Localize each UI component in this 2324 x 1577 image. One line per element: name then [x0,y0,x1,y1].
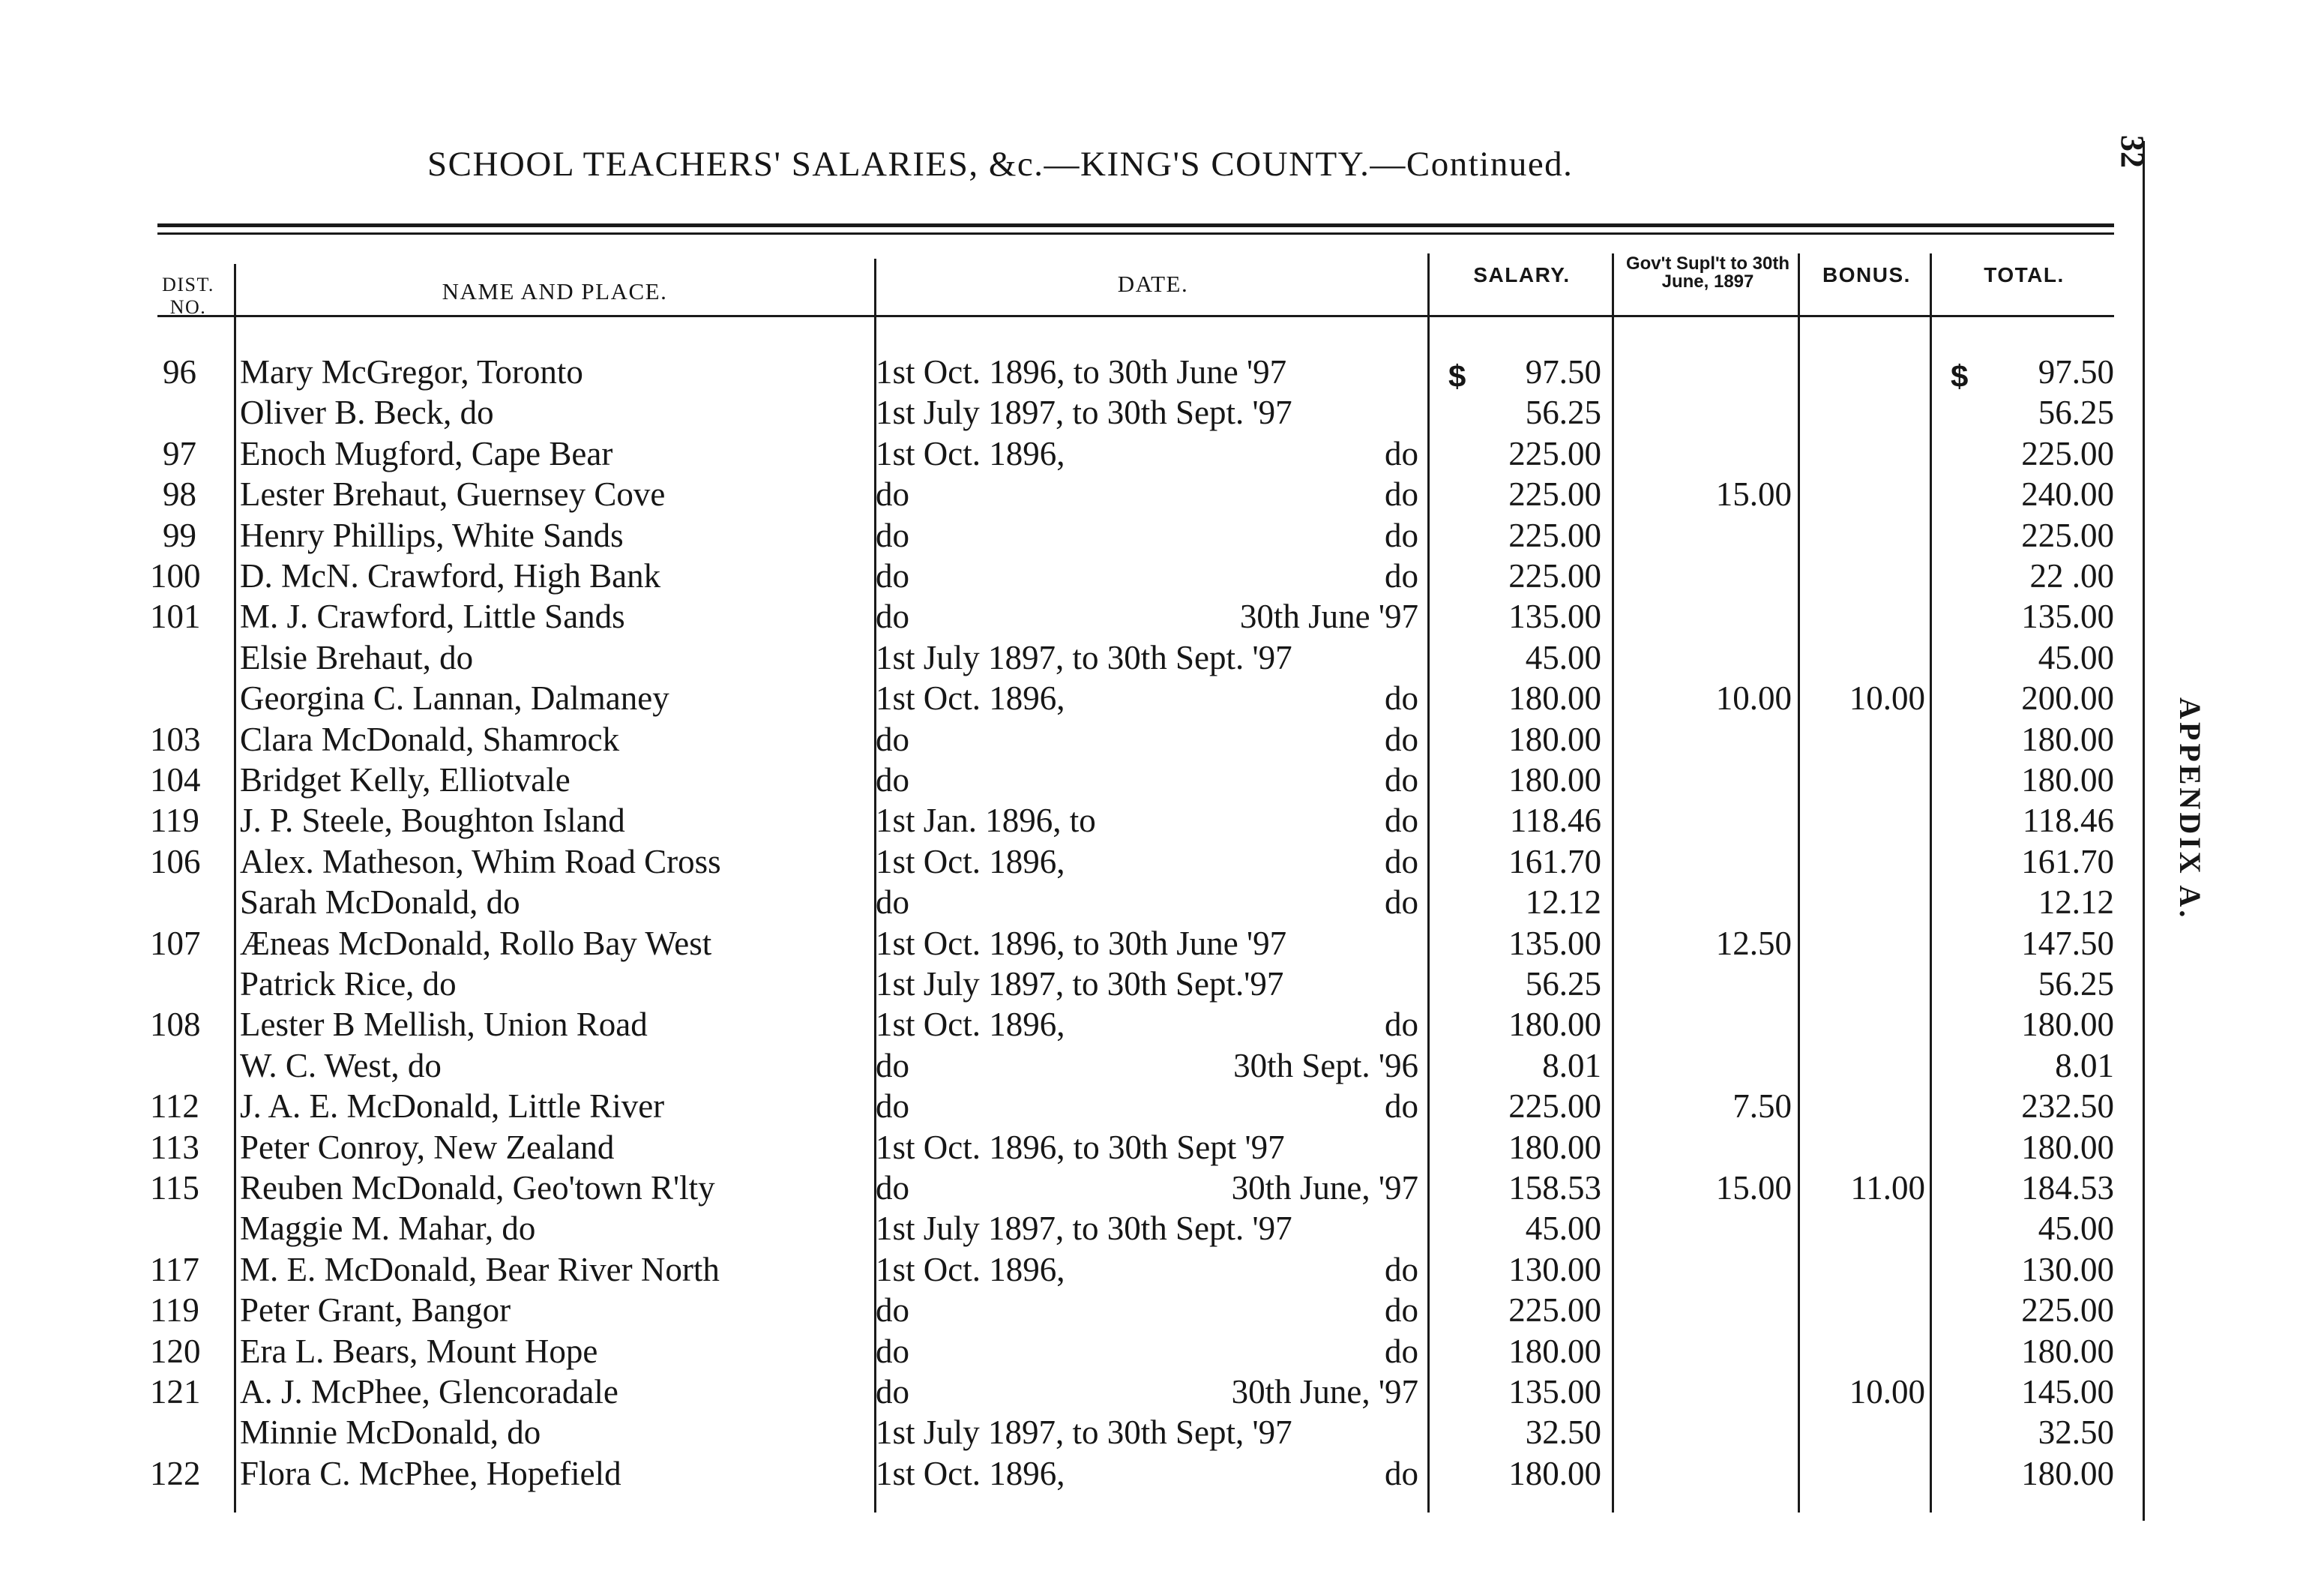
salary-cell: 8.01 [1542,1046,1601,1084]
table-row [0,1413,2174,1453]
dist-no-cell: 120 [150,1332,201,1370]
name-place-cell: J. P. Steele, Boughton Island [240,802,625,840]
date-to-cell: do [1385,1006,1418,1044]
dist-no-cell: 107 [150,924,201,962]
date-from-cell: do [876,883,909,922]
table-row [0,760,2174,801]
date-to-cell: do [1385,1332,1418,1370]
salary-cell: 158.53 [1508,1169,1601,1207]
salary-cell: 225.00 [1508,1087,1601,1126]
date-from-cell: do [876,1046,909,1084]
header-name-place: NAME AND PLACE. [442,278,668,304]
salary-cell: 225.00 [1508,434,1601,472]
name-place-cell: Flora C. McPhee, Hopefield [240,1454,621,1492]
header-bonus: BONUS. [1822,263,1911,286]
govt-suppl-cell: 7.50 [1733,1087,1792,1126]
date-from-cell: do [876,1332,909,1370]
name-place-cell: M. J. Crawford, Little Sands [240,598,625,636]
header-date: DATE. [1117,271,1189,297]
name-place-cell: Mary McGregor, Toronto [240,353,583,391]
date-to-cell: do [1385,1087,1418,1126]
date-to-cell: 30th Sept. '96 [1233,1046,1418,1084]
dist-no-cell: 113 [150,1128,199,1166]
table-row [0,352,2174,393]
dist-no-cell: 106 [150,842,201,880]
date-from-cell: 1st Oct. 1896, [876,842,1065,880]
dist-no-cell: 101 [150,598,201,636]
table-row [0,964,2174,1005]
date-from-cell: do [876,475,909,514]
table-row [0,638,2174,679]
appendix-label: APPENDIX A. [2173,697,2207,921]
salary-cell: 180.00 [1508,1454,1601,1492]
name-place-cell: Clara McDonald, Shamrock [240,720,620,758]
total-cell: 180.00 [2021,1332,2114,1370]
govt-suppl-cell: 15.00 [1715,1169,1792,1207]
name-place-cell: Enoch Mugford, Cape Bear [240,434,613,472]
page-title: SCHOOL TEACHERS' SALARIES, &c.—KING'S COUNTY.—Continued. [427,145,1574,184]
total-cell: 232.50 [2021,1087,2114,1126]
table-row [0,1005,2174,1045]
salary-cell: 12.12 [1525,883,1601,922]
total-cell: 225.00 [2021,516,2114,554]
date-from-cell: do [876,598,909,636]
table-row [0,1046,2174,1087]
date-to-cell: do [1385,1454,1418,1492]
date-from-cell: 1st Oct. 1896, [876,1250,1065,1288]
table-row [0,475,2174,515]
total-cell: 184.53 [2021,1169,2114,1207]
total-cell: 130.00 [2021,1250,2114,1288]
total-cell: 225.00 [2021,1291,2114,1330]
name-place-cell: Elsie Brehaut, do [240,638,474,676]
salary-cell: 180.00 [1508,1128,1601,1166]
bonus-cell: 10.00 [1849,679,1925,718]
salary-cell: 97.50 [1525,353,1601,391]
date-to-cell: do [1385,679,1418,718]
table-row [0,801,2174,841]
salary-cell: 56.25 [1525,394,1601,432]
total-cell: 180.00 [2021,1454,2114,1492]
date-to-cell: do [1385,434,1418,472]
table-row [0,1250,2174,1291]
table-row [0,1209,2174,1249]
salary-cell: 135.00 [1508,598,1601,636]
name-place-cell: Peter Grant, Bangor [240,1291,511,1330]
header-govt-suppl: Gov't Supl't to 30th June, 1897 [1625,253,1790,292]
date-to-cell: do [1385,1250,1418,1288]
salary-cell: 180.00 [1508,1332,1601,1370]
table-row [0,1332,2174,1372]
salary-cell: 32.50 [1525,1414,1601,1452]
name-place-cell: Patrick Rice, do [240,965,457,1003]
dist-no-cell: 121 [150,1373,201,1411]
date-from-cell: do [876,1291,909,1330]
total-cell: 240.00 [2021,475,2114,514]
total-currency-symbol: $ [1951,358,1969,394]
page-number: 32 [2114,135,2151,168]
salary-cell: 180.00 [1508,1006,1601,1044]
date-to-cell: do [1385,761,1418,799]
date-to-cell: 30th June, '97 [1231,1169,1418,1207]
table-row [0,842,2174,883]
salary-cell: 135.00 [1508,1373,1601,1411]
date-from-cell: 1st Oct. 1896, [876,1006,1065,1044]
dist-no-cell: 108 [150,1006,201,1044]
salary-cell: 130.00 [1508,1250,1601,1288]
salary-cell: 161.70 [1508,842,1601,880]
bonus-cell: 11.00 [1850,1169,1925,1207]
date-from-cell: 1st Oct. 1896, to 30th Sept '97 [876,1128,1285,1166]
name-place-cell: J. A. E. McDonald, Little River [240,1087,665,1126]
name-place-cell: Alex. Matheson, Whim Road Cross [240,842,721,880]
date-to-cell: 30th June, '97 [1231,1373,1418,1411]
total-cell: 180.00 [2021,1128,2114,1166]
header-rule-bottom [157,315,2114,317]
dist-no-cell: 119 [150,1291,199,1330]
date-from-cell: do [876,720,909,758]
table-row [0,597,2174,637]
name-place-cell: Minnie McDonald, do [240,1414,541,1452]
name-place-cell: Lester Brehaut, Guernsey Cove [240,475,666,514]
total-cell: 56.25 [2038,965,2114,1003]
name-place-cell: Oliver B. Beck, do [240,394,494,432]
name-place-cell: Maggie M. Mahar, do [240,1210,536,1248]
date-to-cell: do [1385,720,1418,758]
date-to-cell: 30th June '97 [1239,598,1418,636]
date-from-cell: 1st Oct. 1896, to 30th June '97 [876,353,1287,391]
salary-cell: 135.00 [1508,924,1601,962]
date-from-cell: 1st July 1897, to 30th Sept. '97 [876,638,1292,676]
total-cell: 56.25 [2038,394,2114,432]
total-cell: 200.00 [2021,679,2114,718]
table-row [0,924,2174,964]
date-to-cell: do [1385,802,1418,840]
date-from-cell: do [876,761,909,799]
salary-cell: 225.00 [1508,475,1601,514]
name-place-cell: Henry Phillips, White Sands [240,516,624,554]
dist-no-cell: 112 [150,1087,199,1126]
total-cell: 8.01 [2055,1046,2114,1084]
date-from-cell: do [876,1373,909,1411]
salary-cell: 225.00 [1508,1291,1601,1330]
date-from-cell: 1st Oct. 1896, [876,434,1065,472]
table-row [0,393,2174,433]
date-from-cell: 1st Oct. 1896, to 30th June '97 [876,924,1287,962]
name-place-cell: Lester B Mellish, Union Road [240,1006,648,1044]
total-cell: 45.00 [2038,1210,2114,1248]
dist-no-cell: 115 [150,1169,199,1207]
date-to-cell: do [1385,516,1418,554]
total-cell: 147.50 [2021,924,2114,962]
header-dist-no: DIST. NO. [162,274,214,318]
date-from-cell: 1st July 1897, to 30th Sept, '97 [876,1414,1292,1452]
header-rule-top-thin [157,232,2114,235]
total-cell: 145.00 [2021,1373,2114,1411]
table-row [0,720,2174,760]
date-from-cell: do [876,557,909,595]
dist-no-cell: 119 [150,802,199,840]
total-cell: 135.00 [2021,598,2114,636]
table-row [0,1291,2174,1331]
date-to-cell: do [1385,557,1418,595]
name-place-cell: Peter Conroy, New Zealand [240,1128,615,1166]
name-place-cell: A. J. McPhee, Glencoradale [240,1373,618,1411]
date-to-cell: do [1385,1291,1418,1330]
header-salary: SALARY. [1473,263,1571,286]
header-total: TOTAL. [1984,263,2065,286]
table-row [0,1372,2174,1413]
table-row [0,1087,2174,1127]
table-row [0,434,2174,475]
date-to-cell: do [1385,842,1418,880]
name-place-cell: Era L. Bears, Mount Hope [240,1332,598,1370]
salary-cell: 56.25 [1525,965,1601,1003]
dist-no-cell: 117 [150,1250,199,1288]
date-from-cell: do [876,1087,909,1126]
date-from-cell: 1st July 1897, to 30th Sept. '97 [876,394,1292,432]
dist-no-cell: 98 [163,475,196,514]
date-from-cell: 1st July 1897, to 30th Sept.'97 [876,965,1284,1003]
name-place-cell: Bridget Kelly, Elliotvale [240,761,571,799]
total-cell: 180.00 [2021,720,2114,758]
dist-no-cell: 100 [150,557,201,595]
total-cell: 225.00 [2021,434,2114,472]
name-place-cell: W. C. West, do [240,1046,442,1084]
total-cell: 12.12 [2038,883,2114,922]
date-from-cell: do [876,516,909,554]
salary-cell: 180.00 [1508,761,1601,799]
dist-no-cell: 97 [163,434,196,472]
table-row [0,883,2174,923]
date-to-cell: do [1385,475,1418,514]
govt-suppl-cell: 12.50 [1715,924,1792,962]
name-place-cell: Reuben McDonald, Geo'town R'lty [240,1169,715,1207]
header-rule-top [157,223,2114,227]
total-cell: 161.70 [2021,842,2114,880]
name-place-cell: Sarah McDonald, do [240,883,520,922]
total-cell: 32.50 [2038,1414,2114,1452]
bonus-cell: 10.00 [1849,1373,1925,1411]
dist-no-cell: 122 [150,1454,201,1492]
total-cell: 97.50 [2038,353,2114,391]
salary-cell: 45.00 [1525,1210,1601,1248]
name-place-cell: M. E. McDonald, Bear River North [240,1250,720,1288]
total-cell: 22 .00 [2029,557,2114,595]
salary-cell: 180.00 [1508,720,1601,758]
total-cell: 180.00 [2021,761,2114,799]
date-from-cell: do [876,1169,909,1207]
date-from-cell: 1st Oct. 1896, [876,679,1065,718]
total-cell: 118.46 [2022,802,2114,840]
dist-no-cell: 99 [163,516,196,554]
table-row [0,516,2174,556]
name-place-cell: D. McN. Crawford, High Bank [240,557,661,595]
salary-cell: 225.00 [1508,516,1601,554]
name-place-cell: Æneas McDonald, Rollo Bay West [240,924,712,962]
dist-no-cell: 104 [150,761,201,799]
salary-cell: 118.46 [1509,802,1601,840]
salary-cell: 180.00 [1508,679,1601,718]
salary-cell: 225.00 [1508,557,1601,595]
table-row [0,1454,2174,1495]
name-place-cell: Georgina C. Lannan, Dalmaney [240,679,669,718]
table-row [0,556,2174,597]
dist-no-cell: 96 [163,353,196,391]
date-to-cell: do [1385,883,1418,922]
dist-no-cell: 103 [150,720,201,758]
total-cell: 45.00 [2038,638,2114,676]
date-from-cell: 1st July 1897, to 30th Sept. '97 [876,1210,1292,1248]
govt-suppl-cell: 15.00 [1715,475,1792,514]
date-from-cell: 1st Jan. 1896, to [876,802,1096,840]
table-row [0,1128,2174,1168]
date-from-cell: 1st Oct. 1896, [876,1454,1065,1492]
salary-cell: 45.00 [1525,638,1601,676]
table-row [0,679,2174,719]
total-cell: 180.00 [2021,1006,2114,1044]
table-row [0,1168,2174,1209]
govt-suppl-cell: 10.00 [1715,679,1792,718]
salary-currency-symbol: $ [1448,358,1466,394]
